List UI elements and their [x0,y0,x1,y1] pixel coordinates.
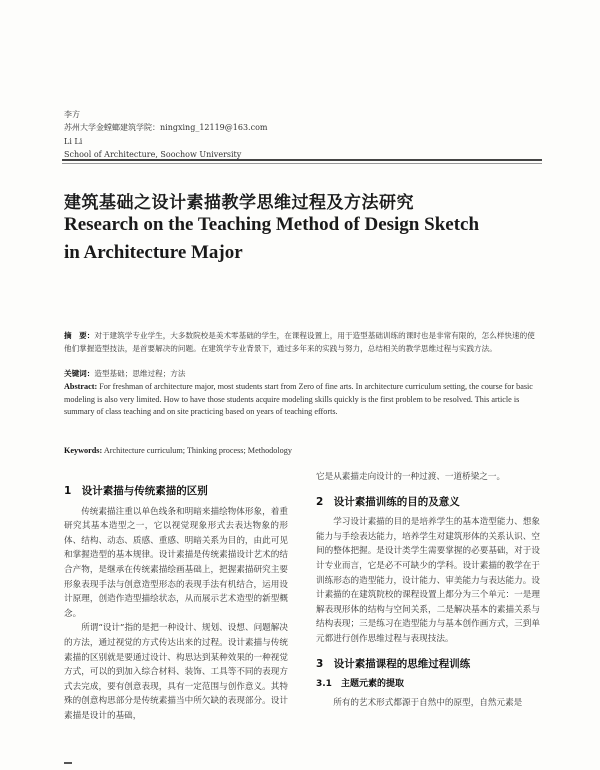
abstract-cn-label: 摘 要： [64,331,95,340]
header-rule [62,159,542,161]
left-column [64,484,288,724]
section-3-1-heading: 3.1 主题元素的提取 [316,679,404,690]
footer-mark [64,762,72,764]
keywords-en-label: Keywords: [64,446,103,455]
keywords-cn-text: 造型基础；思维过程；方法 [94,369,186,378]
author-en: Li Li [64,137,83,146]
section-1-para-2: 所谓“设计”指的是把一种设计、规划、设想、问题解决的方法，通过视觉的方式传达出来的过程。设计素描与传统素描的区别就是要通过设计、构思达到某种效果的一种视觉方式，可以的到加入综合材料、装饰、工具等不同的表现方式去完成，要有创意表现，具有一定范围与创作意义。其特殊的创意构思部分是传统素描当中所欠缺的表现部分。设计素描是设计的基础， [64,623,288,721]
abstract-en [64,381,542,419]
section-3-heading: 3 设计素描课程的思维过程训练 [316,657,471,670]
abstract-cn [64,330,542,355]
author-cn: 李方 [64,110,80,119]
right-col-continuation: 它是从素描走向设计的一种过渡、一道桥梁之一。 [316,472,506,482]
section-1-heading: 1 设计素描与传统素描的区别 [64,485,208,497]
header-rule-thin [62,163,542,164]
keywords-cn [64,368,542,381]
abstract-en-text: For freshman of architecture major, most students start from Zero of fine arts. In architecture curriculum setting, the course for basic modeling is also very limited. How to have those students acquire modeling skills quickly is the first problem to be resolved. This article is summary of class teaching and on site practicing based on years of teaching efforts. [64,382,533,417]
abstract-cn-text: 对于建筑学专业学生，大多数院校是美术零基础的学生，在课程设置上，用于造型基础训练的课时也是非常有限的，怎么样快速的使他们掌握造型技法，是首要解决的问题。在建筑学专业背景下，通过多年来的实践与努力，总结相关的教学思维过程与实践方法。 [64,331,535,353]
section-2-para: 学习设计素描的目的是培养学生的基本造型能力、想象能力与手绘表达能力，培养学生对建筑形体的关系认识、空间的整体把握。是设计类学生需要掌握的必要基础，对于设计专业而言，它是必不可缺少的学科。设计素描的教学在于训练形态的造型能力，设计能力、审美能力与表达能力。设计素描的在建筑院校的课程设置上都分为三个单元：一是理解表现形体的结构与空间关系，二是解决基本的素描关系与结构表现；三是练习在造型能力与基本创作画方式，三到单元都进行创作思维过程与表现技法。 [316,517,540,644]
abstract-en-label: Abstract: [64,382,98,391]
affiliation-en: School of Architecture, Soochow University [64,150,242,159]
affiliation-cn: 苏州大学金螳螂建筑学院：ningxing_12119@163.com [64,123,268,132]
section-1-para-1: 传统素描注重以单色线条和明暗来描绘物体形象，着重研究其基本造型之一，它以视觉现象形式去表达物象的形体、结构、动态、质感、重感、明暗关系为目的，由此可见和掌握造型的基本规律。设计素描是传统素描设计艺术的结合产物，是继承在传统素描绘画基础上，把握素描研究主要形象表现手法与创意造型形态的表现手法有机结合，运用设计原理，创造作造型描绘状态，从而展示艺术造型的新型概念。 [64,506,288,619]
keywords-cn-label: 关键词： [64,369,95,378]
title-english-line2: in Architecture Major [64,242,243,263]
right-column [316,470,540,710]
keywords-en [64,445,542,458]
title-english-line1: Research on the Teaching Method of Design Sketch [64,214,480,235]
keywords-en-text: Architecture curriculum; Thinking process; Methodology [103,446,292,455]
section-2-heading: 2 设计素描训练的目的及意义 [316,495,460,508]
title-chinese: 建筑基础之设计素描教学思维过程及方法研究 [64,193,414,213]
section-3-1-para: 所有的艺术形式都源于自然中的原型，自然元素是 [333,697,523,708]
